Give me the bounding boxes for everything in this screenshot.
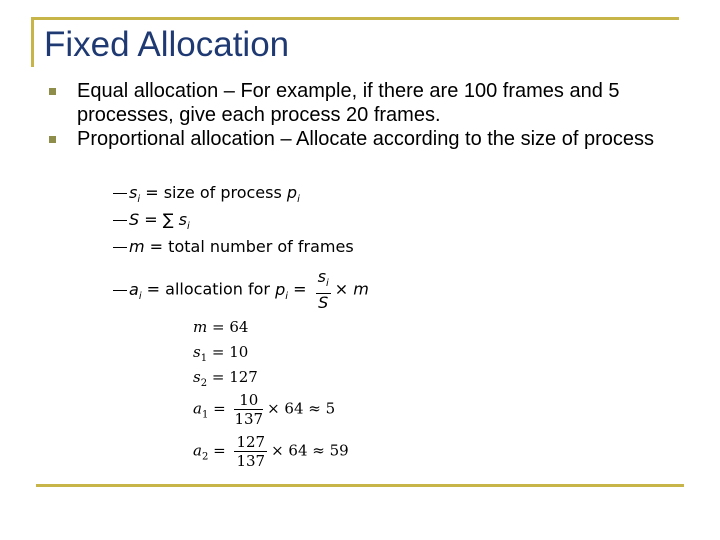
definition-m: m = total number of frames bbox=[113, 237, 354, 256]
calc-s2-value: 127 bbox=[229, 368, 258, 386]
definition-ai-desc: allocation for bbox=[165, 279, 270, 299]
bullet-list bbox=[49, 79, 689, 151]
definition-ai: $a_i$ = allocation for $p_i$ = $\frac{s_i}{S}$ × m bbox=[113, 268, 369, 312]
definition-si: $s_i$ = size of process $p_i$ bbox=[113, 183, 300, 205]
a1-denominator: 137 bbox=[234, 410, 264, 428]
calc-s1: $s_1 = 10$ bbox=[193, 343, 249, 364]
calc-a1: $a_1$ = $\frac{10}{137}$ × 64 ≈ 5 bbox=[193, 391, 336, 428]
definition-si-desc: size of process bbox=[163, 183, 282, 202]
fraction-si-over-S: $\frac{s_i}{S}$ bbox=[317, 267, 329, 313]
bullet-proportional-allocation bbox=[49, 127, 689, 151]
calc-s1-value: 10 bbox=[229, 343, 249, 361]
fraction-a1 bbox=[234, 391, 263, 428]
left-rule bbox=[31, 17, 34, 67]
bullet-equal-allocation bbox=[49, 79, 689, 127]
a1-result: 5 bbox=[325, 399, 336, 418]
a2-numerator: 127 bbox=[236, 433, 266, 451]
calc-m-value: 64 bbox=[229, 318, 249, 336]
slide-title: Fixed Allocation bbox=[44, 25, 290, 64]
a1-numerator: 10 bbox=[234, 391, 263, 410]
fraction-a2 bbox=[234, 433, 267, 470]
a2-denominator: 137 bbox=[236, 452, 266, 470]
bottom-rule bbox=[36, 484, 684, 487]
a1-multiplier: 64 bbox=[284, 399, 304, 418]
top-rule bbox=[31, 17, 679, 20]
definition-m-desc: total number of frames bbox=[168, 237, 354, 256]
bullet-text: Proportional allocation – Allocate according to the size of process bbox=[77, 128, 655, 150]
a2-result: 59 bbox=[329, 441, 349, 460]
calc-a2: $a_2$ = $\frac{127}{137}$ × 64 ≈ 59 bbox=[193, 433, 349, 470]
definition-S: S = ∑ $s_i$ bbox=[113, 210, 190, 232]
a2-multiplier: 64 bbox=[288, 441, 308, 460]
bullet-marker-icon bbox=[49, 88, 56, 95]
calc-s2: $s_2 = 127$ bbox=[193, 368, 258, 389]
bullet-text: Equal allocation – For example, if there are 100 frames and 5 processes, give each process 20 frames. bbox=[77, 80, 620, 126]
bullet-marker-icon bbox=[49, 136, 56, 143]
calc-m: m = 64 bbox=[193, 318, 249, 336]
